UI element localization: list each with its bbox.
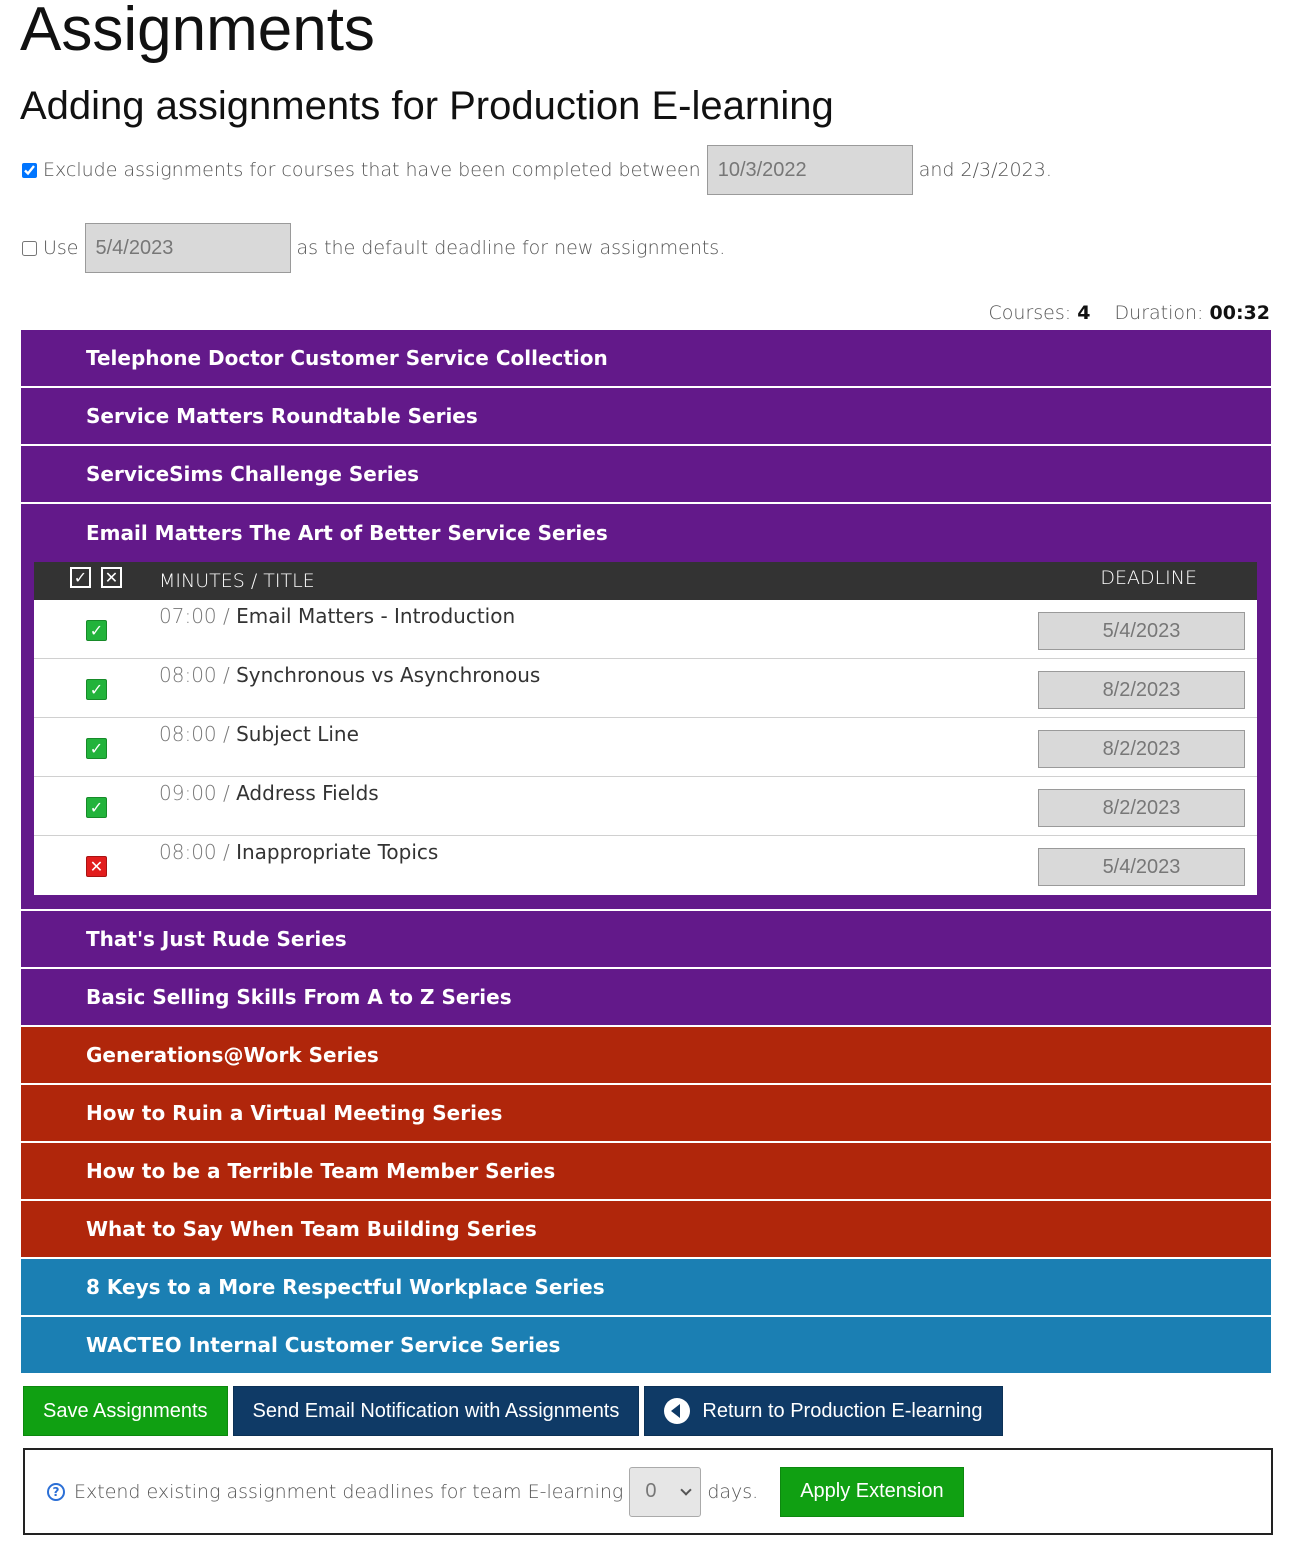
default-deadline-checkbox[interactable] xyxy=(22,241,37,256)
series-row[interactable] xyxy=(21,911,1271,969)
course-minutes: 08:00 / xyxy=(159,722,230,746)
series-title: How to Ruin a Virtual Meeting Series xyxy=(86,1101,503,1125)
extension-label-before: Extend existing assignment deadlines for team E-learning xyxy=(74,1480,624,1503)
exclude-from-date-input[interactable]: 10/3/2022 xyxy=(707,145,913,195)
chevron-down-icon xyxy=(681,1484,692,1495)
series-title: Telephone Doctor Customer Service Collection xyxy=(86,346,608,370)
duration-value: 00:32 xyxy=(1209,302,1270,324)
exclude-completed-row xyxy=(20,145,1052,195)
course-minutes: 08:00 / xyxy=(159,663,230,687)
course-summary xyxy=(989,302,1270,324)
series-row[interactable] xyxy=(21,1317,1271,1375)
course-row xyxy=(34,836,1257,895)
series-row[interactable] xyxy=(21,1143,1271,1201)
course-table-header xyxy=(34,562,1257,600)
course-title: Subject Line xyxy=(236,722,359,746)
course-row xyxy=(34,777,1257,836)
extension-days-select[interactable] xyxy=(629,1467,701,1517)
selected-check-icon[interactable]: ✓ xyxy=(86,738,107,759)
page-title: Assignments xyxy=(20,0,375,64)
course-title: Inappropriate Topics xyxy=(236,840,439,864)
series-title: How to be a Terrible Team Member Series xyxy=(86,1159,556,1183)
column-header-title: MINUTES / TITLE xyxy=(159,570,315,592)
series-title: WACTEO Internal Customer Service Series xyxy=(86,1333,561,1357)
series-row[interactable] xyxy=(21,1201,1271,1259)
course-title: Synchronous vs Asynchronous xyxy=(236,663,541,687)
default-deadline-input[interactable]: 5/4/2023 xyxy=(85,223,291,273)
series-row[interactable] xyxy=(21,388,1271,446)
series-row[interactable] xyxy=(21,1027,1271,1085)
series-title: Service Matters Roundtable Series xyxy=(86,404,478,428)
extension-panel xyxy=(23,1448,1273,1535)
course-deadline-input[interactable]: 5/4/2023 xyxy=(1038,848,1245,886)
courses-count: 4 xyxy=(1077,302,1091,324)
series-title: Generations@Work Series xyxy=(86,1043,379,1067)
series-row[interactable] xyxy=(21,969,1271,1027)
page-subtitle: Adding assignments for Production E-learning xyxy=(20,84,834,128)
exclude-completed-checkbox[interactable] xyxy=(22,163,37,178)
default-deadline-row xyxy=(20,223,725,273)
duration-label: Duration: xyxy=(1114,302,1204,324)
series-title: Basic Selling Skills From A to Z Series xyxy=(86,985,512,1009)
default-deadline-label-after: as the default deadline for new assignments. xyxy=(296,237,726,259)
series-row[interactable] xyxy=(21,1085,1271,1143)
course-title: Address Fields xyxy=(236,781,379,805)
extension-label-after: days. xyxy=(707,1480,759,1503)
selected-check-icon[interactable]: ✓ xyxy=(86,797,107,818)
series-row[interactable] xyxy=(21,1259,1271,1317)
course-title: Email Matters - Introduction xyxy=(236,604,516,628)
series-title: ServiceSims Challenge Series xyxy=(86,462,420,486)
series-title: What to Say When Team Building Series xyxy=(86,1217,537,1241)
course-minutes: 08:00 / xyxy=(159,840,230,864)
series-title: Email Matters The Art of Better Service Series xyxy=(86,521,608,545)
extension-days-value: 0 xyxy=(645,1480,657,1502)
return-button-label: Return to Production E-learning xyxy=(702,1399,983,1422)
series-title: That's Just Rude Series xyxy=(86,927,347,951)
action-buttons xyxy=(23,1386,1003,1436)
default-deadline-label-before: Use xyxy=(43,237,79,259)
exclude-label-after: and 2/3/2023. xyxy=(918,159,1052,181)
selected-check-icon[interactable]: ✓ xyxy=(86,679,107,700)
course-row xyxy=(34,600,1257,659)
course-row xyxy=(34,718,1257,777)
help-circle-icon[interactable]: ? xyxy=(47,1483,65,1501)
return-button[interactable] xyxy=(644,1386,1002,1436)
course-row xyxy=(34,659,1257,718)
check-all-icon[interactable]: ✓ xyxy=(70,567,91,588)
course-deadline-input[interactable]: 8/2/2023 xyxy=(1038,789,1245,827)
series-row[interactable] xyxy=(21,446,1271,504)
exclude-label-before: Exclude assignments for courses that have been completed between xyxy=(43,159,701,181)
apply-extension-button[interactable]: Apply Extension xyxy=(780,1467,963,1517)
course-deadline-input[interactable]: 8/2/2023 xyxy=(1038,730,1245,768)
send-email-button[interactable]: Send Email Notification with Assignments xyxy=(233,1386,640,1436)
back-arrow-icon xyxy=(664,1398,690,1424)
series-row-expanded[interactable] xyxy=(34,504,1257,562)
courses-label: Courses: xyxy=(988,302,1072,324)
course-minutes: 09:00 / xyxy=(159,781,230,805)
column-header-deadline: DEADLINE xyxy=(1100,567,1197,589)
series-list xyxy=(21,330,1271,1375)
expanded-series-panel xyxy=(21,504,1271,911)
course-deadline-input[interactable]: 5/4/2023 xyxy=(1038,612,1245,650)
uncheck-all-icon[interactable]: ✕ xyxy=(101,567,122,588)
save-assignments-button[interactable]: Save Assignments xyxy=(23,1386,228,1436)
series-row[interactable] xyxy=(21,330,1271,388)
series-title: 8 Keys to a More Respectful Workplace Series xyxy=(86,1275,605,1299)
course-minutes: 07:00 / xyxy=(159,604,230,628)
course-table xyxy=(34,562,1257,895)
selected-check-icon[interactable]: ✓ xyxy=(86,620,107,641)
unselected-x-icon[interactable]: ✕ xyxy=(86,856,107,877)
course-deadline-input[interactable]: 8/2/2023 xyxy=(1038,671,1245,709)
